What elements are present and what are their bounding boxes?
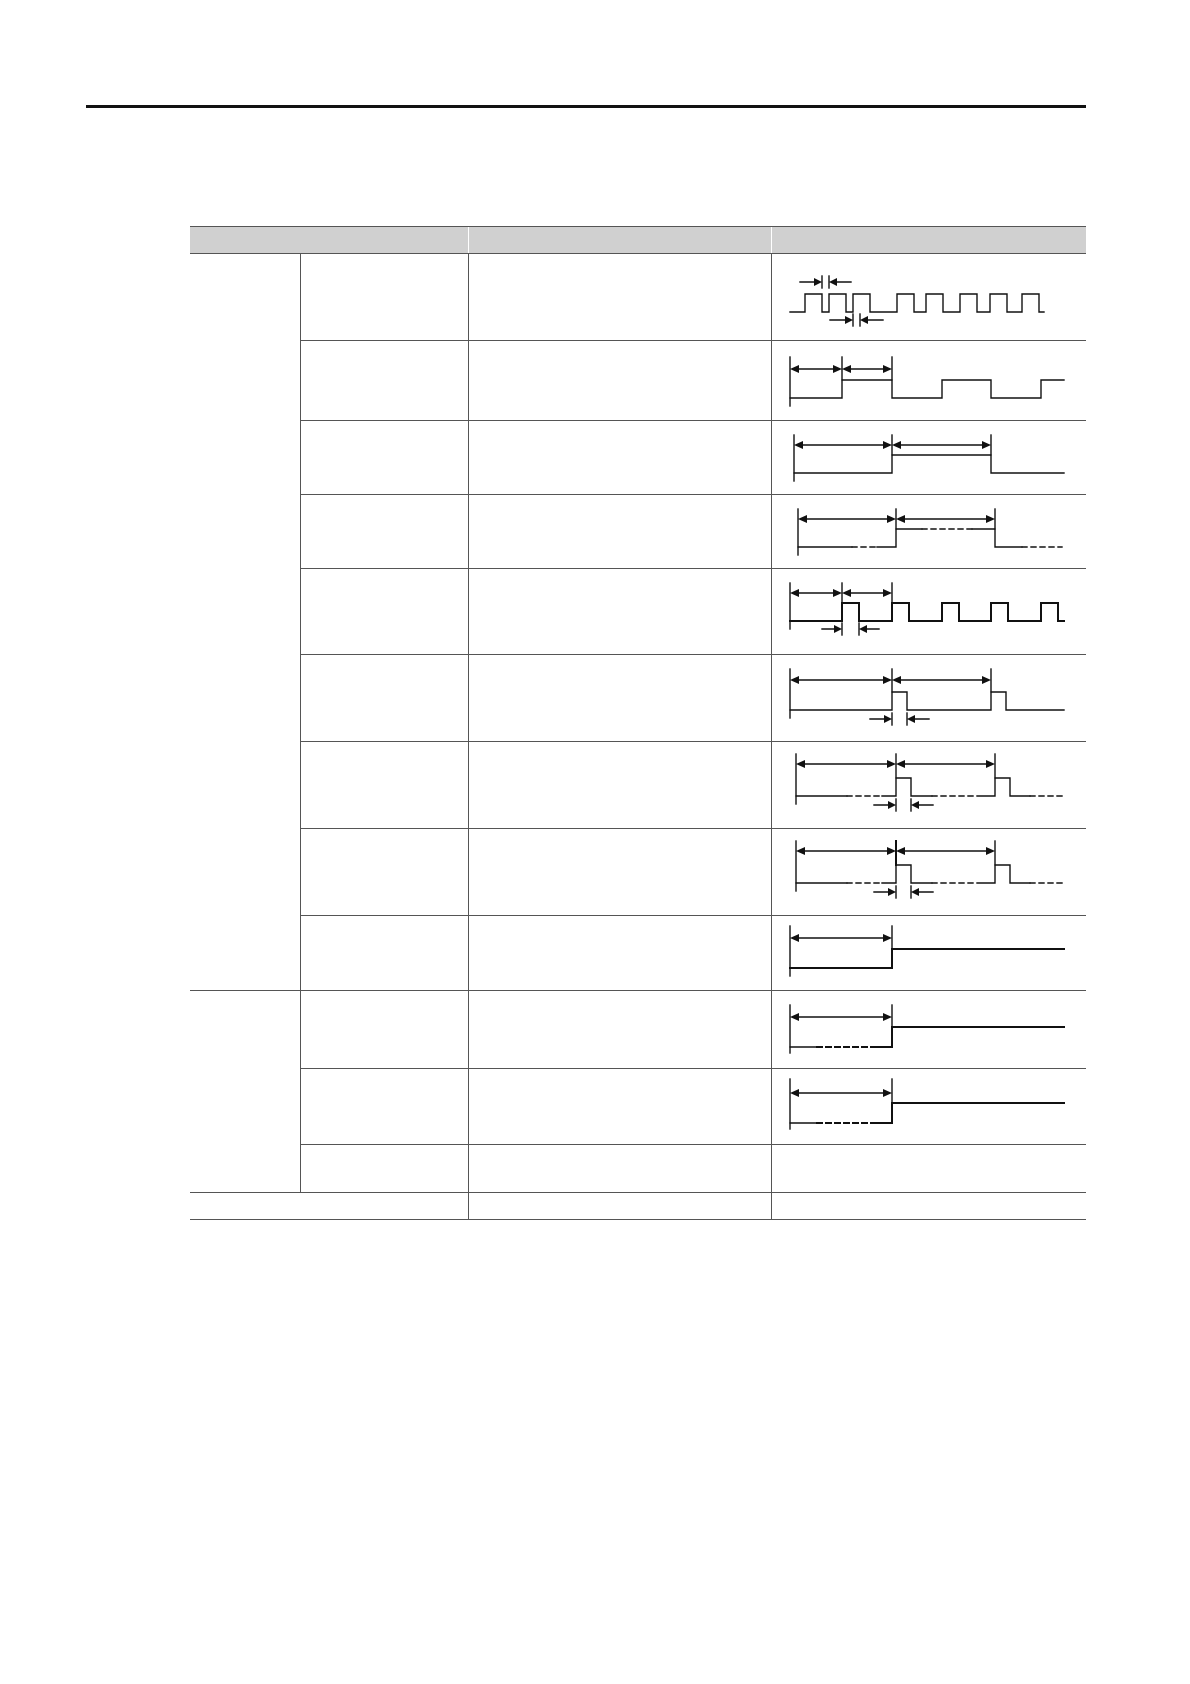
- pulse-train-period-diagram: [772, 569, 1087, 654]
- signal-timing-table: [190, 226, 1086, 1220]
- row-timing-chart: [771, 421, 1086, 495]
- table-row: [190, 1069, 1086, 1145]
- row-label: [300, 829, 468, 916]
- table-row: [190, 1193, 1086, 1220]
- short-pulse-dashed-diagram: [772, 742, 1087, 828]
- row-description: [468, 1145, 771, 1193]
- row-label: [300, 254, 468, 341]
- row-description: [468, 655, 771, 742]
- row-timing-chart: [771, 829, 1086, 916]
- table-row: [190, 1145, 1086, 1193]
- row-label: [300, 991, 468, 1069]
- row-description: [468, 569, 771, 655]
- row-description: [468, 916, 771, 991]
- row-label: [300, 341, 468, 421]
- step-delay-dashed-diagram: [772, 991, 1087, 1068]
- table-row: [190, 341, 1086, 421]
- header-rule: [86, 105, 1086, 108]
- table-header-row: [190, 227, 1086, 254]
- row-label: [190, 1193, 468, 1220]
- row-timing-chart: [771, 254, 1086, 341]
- row-label: [300, 916, 468, 991]
- header-description: [468, 227, 771, 254]
- row-description: [468, 742, 771, 829]
- pulse-train-diagram: [772, 254, 1087, 340]
- row-description: [468, 1069, 771, 1145]
- row-description: [468, 1193, 771, 1220]
- row-timing-chart: [771, 495, 1086, 569]
- table-row: [190, 421, 1086, 495]
- group-label: [190, 991, 300, 1193]
- table-row: [190, 254, 1086, 341]
- single-pulse-diagram: [772, 421, 1087, 494]
- table-row: [190, 991, 1086, 1069]
- table-row: [190, 742, 1086, 829]
- row-label: [300, 569, 468, 655]
- step-delay-dashed-diagram-2: [772, 1069, 1087, 1144]
- table-row: [190, 829, 1086, 916]
- row-description: [468, 421, 771, 495]
- row-timing-chart: [771, 742, 1086, 829]
- group-label: [190, 254, 300, 991]
- row-timing-chart: [771, 341, 1086, 421]
- row-label: [300, 495, 468, 569]
- step-delay-diagram: [772, 916, 1087, 990]
- table-row: [190, 495, 1086, 569]
- row-timing-chart: [771, 991, 1086, 1069]
- row-description: [468, 495, 771, 569]
- row-description: [468, 991, 771, 1069]
- short-pulse-dashed-diagram-2: [772, 829, 1087, 915]
- row-label: [300, 421, 468, 495]
- table-row: [190, 655, 1086, 742]
- row-label: [300, 742, 468, 829]
- row-label: [300, 1145, 468, 1193]
- header-item: [190, 227, 468, 254]
- row-description: [468, 341, 771, 421]
- row-description: [468, 254, 771, 341]
- row-timing-chart: [771, 916, 1086, 991]
- row-timing-chart: [771, 655, 1086, 742]
- row-label: [300, 1069, 468, 1145]
- table-row: [190, 916, 1086, 991]
- row-timing-chart: [771, 1069, 1086, 1145]
- table-row: [190, 569, 1086, 655]
- row-timing-chart: [771, 1193, 1086, 1220]
- row-description: [468, 829, 771, 916]
- single-pulse-dashed-diagram: [772, 495, 1087, 568]
- short-pulse-diagram: [772, 655, 1087, 741]
- row-timing-chart: [771, 569, 1086, 655]
- square-wave-diagram: [772, 341, 1087, 420]
- row-timing-chart: [771, 1145, 1086, 1193]
- header-timing-chart: [771, 227, 1086, 254]
- row-label: [300, 655, 468, 742]
